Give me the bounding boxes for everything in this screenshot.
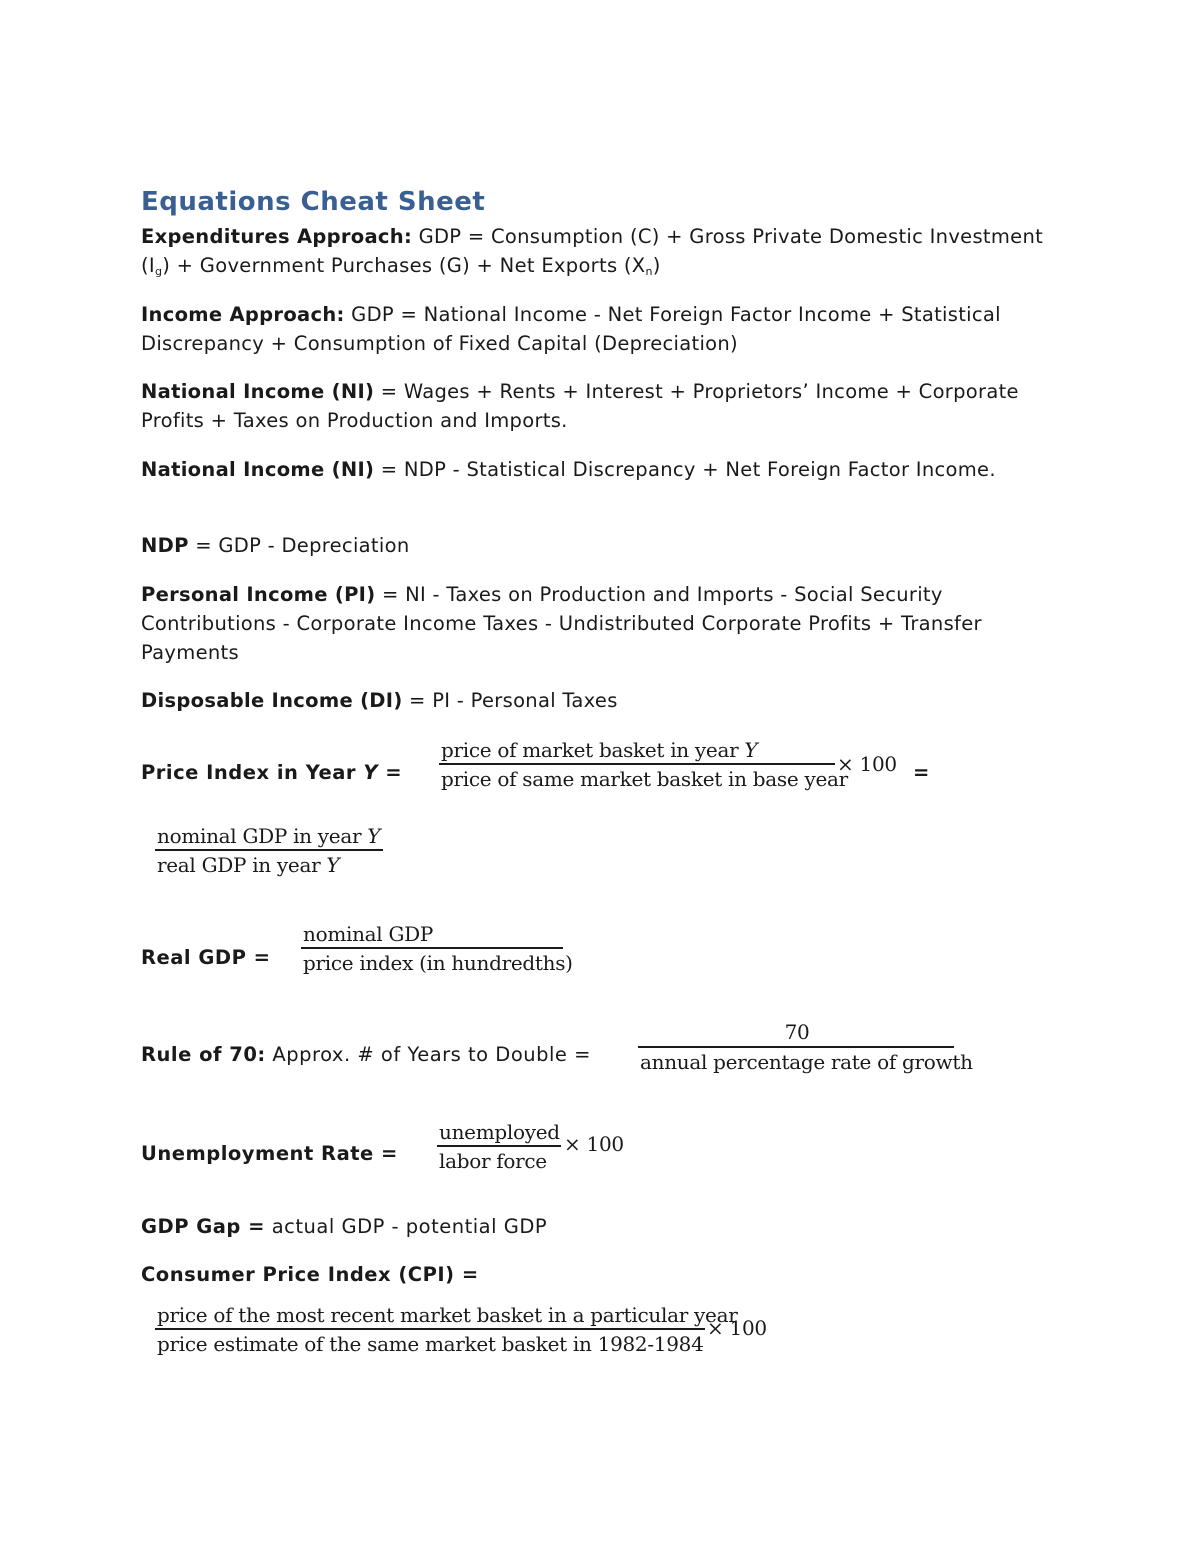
nominal-over-real-fraction-bar [155, 849, 383, 851]
ni1-label: National Income (NI) [141, 380, 375, 403]
page-title: Equations Cheat Sheet [141, 187, 486, 217]
pi-text: = NI - Taxes on Production and Imports - Social Security Contributions - Corporate Income Taxes - Undistributed Corporate Profits + Transfer Payments [141, 583, 982, 664]
disposable-income [141, 686, 1051, 715]
ndp-text: = GDP - Depreciation [188, 534, 410, 557]
unemployment-denominator: labor force [439, 1149, 547, 1173]
price-index-fraction-bar [439, 763, 835, 765]
cpi-label: Consumer Price Index (CPI) = [141, 1263, 479, 1286]
price-index-label: Price Index in Year Y = [141, 761, 403, 784]
unemployment-rate-label: Unemployment Rate = [141, 1142, 398, 1165]
cpi-times-100: × 100 [707, 1316, 767, 1340]
ndp-label: NDP [141, 534, 189, 557]
price-index-equals: = [913, 761, 930, 784]
expenditures-sub-n: n [645, 265, 653, 278]
ni1-text: = Wages + Rents + Interest + Proprietors’ Income + Corporate Profits + Taxes on Production and Imports. [141, 380, 1019, 432]
unemployment-numerator: unemployed [439, 1120, 560, 1144]
expenditures-sub-g: g [154, 265, 163, 278]
unemployment-times-100: × 100 [564, 1132, 624, 1156]
rule-of-70-text: Approx. # of Years to Double = [265, 1043, 591, 1066]
nominal-over-real-denominator: real GDP in year Y [157, 853, 340, 877]
real-gdp-denominator: price index (in hundredths) [303, 951, 573, 975]
gdp-gap-text: actual GDP - potential GDP [265, 1215, 548, 1238]
nominal-over-real-numerator: nominal GDP in year Y [157, 824, 381, 848]
income-text: GDP = National Income - Net Foreign Factor Income + Statistical Discrepancy + Consumption of Fixed Capital (Depreciation) [141, 303, 1001, 355]
expenditures-text-2: ) + Government Purchases (G) + Net Exports (X [162, 254, 646, 277]
price-index-numerator: price of market basket in year Y [441, 738, 758, 762]
rule-of-70-fraction-bar [638, 1046, 954, 1048]
rule-of-70-numerator: 70 [784, 1020, 810, 1044]
real-gdp-numerator: nominal GDP [303, 922, 434, 946]
real-gdp-label: Real GDP = [141, 946, 271, 969]
di-text: = PI - Personal Taxes [402, 689, 618, 712]
gdp-gap: GDP Gap = actual GDP - potential GDP [141, 1215, 548, 1238]
cpi-denominator: price estimate of the same market basket in 1982-1984 [157, 1332, 704, 1356]
income-label: Income Approach: [141, 303, 345, 326]
di-label: Disposable Income (DI) [141, 689, 403, 712]
expenditures-text-1: GDP = Consumption (C) + Gross Private Domestic Investment (I [141, 225, 1044, 277]
national-income-1 [141, 377, 1051, 435]
ni2-text: = NDP - Statistical Discrepancy + Net Foreign Factor Income. [374, 458, 996, 481]
rule-of-70-label: Rule of 70: Approx. # of Years to Double = [141, 1043, 591, 1066]
personal-income [141, 580, 1051, 667]
rule-of-70-denominator: annual percentage rate of growth [640, 1050, 973, 1074]
price-index-var: Y [363, 761, 378, 784]
cpi-fraction-bar [155, 1328, 705, 1330]
expenditures-label: Expenditures Approach: [141, 225, 413, 248]
real-gdp-fraction-bar [301, 947, 563, 949]
price-index-times-100: × 100 [837, 752, 897, 776]
price-index-denominator: price of same market basket in base year [441, 767, 848, 791]
ni2-label: National Income (NI) [141, 458, 375, 481]
cpi-numerator: price of the most recent market basket in a particular year [157, 1303, 738, 1327]
ndp [141, 531, 1051, 560]
expenditures-approach [141, 222, 1051, 280]
expenditures-text-3: ) [652, 254, 661, 277]
income-approach [141, 300, 1051, 358]
unemployment-fraction-bar [437, 1145, 561, 1147]
national-income-2 [141, 455, 1051, 484]
pi-label: Personal Income (PI) [141, 583, 376, 606]
